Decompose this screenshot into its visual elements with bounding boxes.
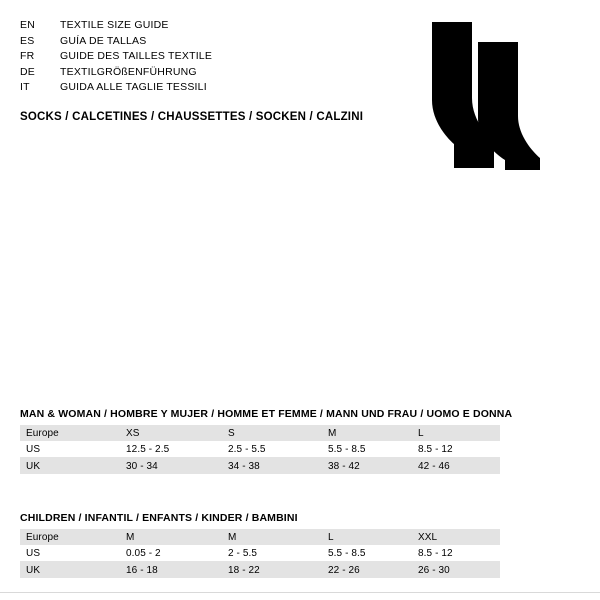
table-title-children: CHILDREN / INFANTIL / ENFANTS / KINDER / BAMBINI <box>20 512 298 524</box>
table-cell: 22 - 26 <box>322 562 412 579</box>
language-row <box>20 34 360 50</box>
table-cell: XXL <box>412 529 500 545</box>
language-row <box>20 65 360 81</box>
table-title-adult: MAN & WOMAN / HOMBRE Y MUJER / HOMME ET FEMME / MANN UND FRAU / UOMO E DONNA <box>20 408 513 420</box>
language-list <box>20 18 360 96</box>
table-cell: US <box>20 545 120 562</box>
language-row <box>20 18 360 34</box>
table-cell: M <box>120 529 222 545</box>
table-cell: M <box>222 529 322 545</box>
table-cell: 8.5 - 12 <box>412 545 500 562</box>
table-cell: 8.5 - 12 <box>412 441 500 458</box>
size-table-adult <box>20 425 500 474</box>
table-cell: 34 - 38 <box>222 458 322 475</box>
language-text: GUIDE DES TAILLES TEXTILE <box>60 50 213 62</box>
socks-illustration <box>410 20 575 170</box>
language-row <box>20 49 360 65</box>
language-code: ES <box>20 34 35 47</box>
table-cell: XS <box>120 425 222 441</box>
table-row <box>20 562 500 579</box>
page-title: SOCKS / CALCETINES / CHAUSSETTES / SOCKEN / CALZINI <box>20 111 364 123</box>
table-cell: L <box>412 425 500 441</box>
table-cell: 12.5 - 2.5 <box>120 441 222 458</box>
table-cell: S <box>222 425 322 441</box>
language-code: DE <box>20 65 35 78</box>
language-text: GUIDA ALLE TAGLIE TESSILI <box>60 81 207 93</box>
table-cell: Europe <box>20 425 120 441</box>
language-text: GUÍA DE TALLAS <box>60 34 147 47</box>
table-cell: 18 - 22 <box>222 562 322 579</box>
table-cell: US <box>20 441 120 458</box>
table-cell: 2.5 - 5.5 <box>222 441 322 458</box>
table-section-children <box>20 512 500 578</box>
language-text: TEXTILGRÖßENFÜHRUNG <box>60 65 197 78</box>
table-row <box>20 458 500 475</box>
table-cell: 5.5 - 8.5 <box>322 441 412 458</box>
language-code: FR <box>20 50 35 62</box>
table-cell: 0.05 - 2 <box>120 545 222 562</box>
table-cell: UK <box>20 458 120 475</box>
table-cell: 16 - 18 <box>120 562 222 579</box>
language-code: IT <box>20 81 30 93</box>
table-cell: 38 - 42 <box>322 458 412 475</box>
table-row <box>20 529 500 545</box>
table-cell: 2 - 5.5 <box>222 545 322 562</box>
table-cell: 42 - 46 <box>412 458 500 475</box>
language-text: TEXTILE SIZE GUIDE <box>60 19 169 31</box>
table-row <box>20 425 500 441</box>
table-cell: 5.5 - 8.5 <box>322 545 412 562</box>
table-section-adult <box>20 408 513 474</box>
table-cell: 26 - 30 <box>412 562 500 579</box>
table-row <box>20 545 500 562</box>
table-cell: UK <box>20 562 120 579</box>
table-cell: Europe <box>20 529 120 545</box>
size-table-children <box>20 529 500 578</box>
language-code: EN <box>20 19 35 31</box>
table-cell: M <box>322 425 412 441</box>
table-row <box>20 441 500 458</box>
language-row <box>20 80 360 96</box>
bottom-divider <box>0 592 600 593</box>
table-cell: 30 - 34 <box>120 458 222 475</box>
table-cell: L <box>322 529 412 545</box>
